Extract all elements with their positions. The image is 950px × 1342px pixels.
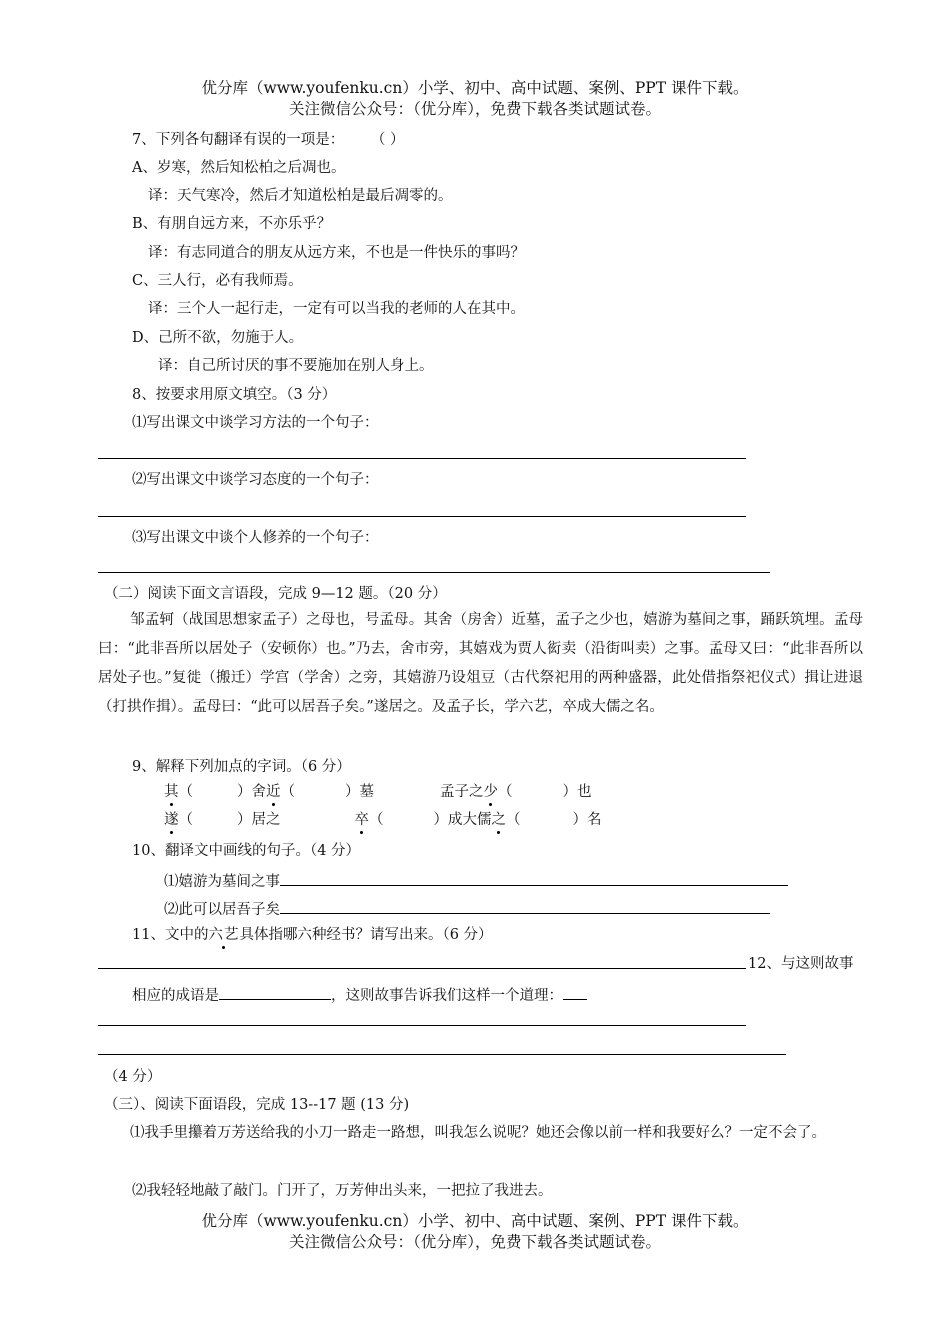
q9-word-zhi: 之 xyxy=(491,812,506,828)
q10-answer-2[interactable] xyxy=(280,897,770,914)
q9-text-3: 孟子之 xyxy=(440,784,484,800)
section3-paragraph-1 xyxy=(98,1119,863,1148)
q9-text-7: ）名 xyxy=(572,812,602,828)
q7-option-d: D、己所不欲，勿施于人。 xyxy=(132,330,304,346)
q9-word-qi: 其 xyxy=(164,784,179,800)
q9-word-jin: 近 xyxy=(266,784,281,800)
q7-stem-text: 7、下列各句翻译有误的一项是： xyxy=(132,132,345,148)
q7-option-d-translation: 译：自己所讨厌的事不要施加在别人身上。 xyxy=(158,358,434,374)
q9-text-2: ）墓 xyxy=(345,784,374,800)
q8-item-3: ⑶写出课文中谈个人修养的一个句子： xyxy=(132,530,379,546)
q9-stem: 9、解释下列加点的字词。（6 分） xyxy=(132,759,351,775)
q9-word-zu: 卒 xyxy=(354,812,369,828)
q9-text-5: ）居之 xyxy=(237,812,281,828)
q9-bracket-open-1: （ xyxy=(178,784,193,800)
q9-bracket-open-3: （ xyxy=(498,784,513,800)
q9-bracket-open-2: （ xyxy=(280,784,295,800)
q12-stem: 12、与这则故事 xyxy=(748,956,854,972)
q10-item-2-text: ⑵此可以居吾子矣 xyxy=(164,902,280,918)
q12-answer-line-1[interactable] xyxy=(98,1025,746,1026)
q12-line-2-pre: 相应的成语是 xyxy=(132,988,219,1004)
q12-idiom-answer[interactable] xyxy=(219,983,331,1000)
footer-line-1: 优分库（www.youfenku.cn）小学、初中、高中试题、案例、PPT 课件下载。 xyxy=(201,1212,749,1230)
section2-title: （二）阅读下面文言语段，完成 9—12 题。（20 分） xyxy=(104,586,447,602)
q12-line-2-post: ，这则故事告诉我们这样一个道理： xyxy=(331,988,563,1004)
q10-stem: 10、翻译文中画线的句子。（4 分） xyxy=(132,843,361,859)
q7-option-b-translation: 译：有志同道合的朋友从远方来，不也是一件快乐的事吗？ xyxy=(148,245,525,261)
q7-option-c: C、三人行，必有我师焉。 xyxy=(132,273,303,289)
q9-bracket-open-5: （ xyxy=(369,812,384,828)
header-line-2: 关注微信公众号：（优分库），免费下载各类试题试卷。 xyxy=(288,100,661,118)
section2-passage-text: 邹孟轲（战国思想家孟子）之母也，号孟母。其舍（房舍）近墓，孟子之少也，嬉游为墓间之事，踊跃筑埋。孟母曰：“此非吾所以居处子（安顿你）也。”乃去，舍市旁，其嬉戏为贾人衒卖（沿街叫卖）之事。孟母又曰：“此非吾所以居处子也。”复徙（搬迁）学宫（学舍）之旁，其嬉游乃设俎豆（古代祭祀用的两种盛器，此处借指祭祀仪式）揖让进退（打拱作揖）。孟母曰：“此可以居吾子矣。”遂居之。及孟子长，学六艺，卒成大儒之名。 xyxy=(98,612,863,715)
q9-row-2 xyxy=(164,810,602,830)
q12-score: （4 分） xyxy=(104,1069,162,1085)
section3-title: （三）、阅读下面语段，完成 13--17 题 (13 分) xyxy=(104,1097,410,1113)
q9-bracket-open-4: （ xyxy=(178,812,193,828)
q8-item-2: ⑵写出课文中谈学习态度的一个句子： xyxy=(132,472,379,488)
section3-paragraph-1-text: ⑴我手里攥着万芳送给我的小刀一路走一路想，叫我怎么说呢？她还会像以前一样和我要好么？一定不会了。 xyxy=(130,1125,826,1141)
q11-stem-post: 具体指哪六种经书？请写出来。（6 分） xyxy=(239,927,493,943)
q10-item-1-text: ⑴嬉游为墓间之事 xyxy=(164,874,280,890)
q11-stem-pre: 11、文中的 xyxy=(132,927,209,943)
q9-row-1 xyxy=(164,782,592,802)
header-line-1: 优分库（www.youfenku.cn）小学、初中、高中试题、案例、PPT 课件下载。 xyxy=(201,79,749,97)
q9-text-4: ）也 xyxy=(562,784,592,800)
footer-line-2: 关注微信公众号：（优分库），免费下载各类试题试卷。 xyxy=(288,1233,661,1251)
q8-answer-line-3[interactable] xyxy=(98,572,770,573)
q8-answer-line-2[interactable] xyxy=(98,516,746,517)
q12-answer-line-2[interactable] xyxy=(98,1054,786,1055)
q10-item-1 xyxy=(164,869,788,892)
q9-text-1: ）舍 xyxy=(237,784,266,800)
q10-answer-1[interactable] xyxy=(280,869,788,886)
q11-answer-line[interactable] xyxy=(98,968,746,969)
q9-word-shao: 少 xyxy=(483,784,498,800)
q9-bracket-open-6: （ xyxy=(506,812,521,828)
q7-option-b: B、有朋自远方来，不亦乐乎？ xyxy=(132,216,332,232)
section2-passage xyxy=(98,606,863,722)
q7-option-a-translation: 译：天气寒冷，然后才知道松柏是最后凋零的。 xyxy=(148,188,453,204)
q12-line-2 xyxy=(132,983,587,1006)
q11-keyword: 六艺 xyxy=(208,927,240,943)
q9-word-sui: 遂 xyxy=(164,812,179,828)
q8-stem: 8、按要求用原文填空。（3 分） xyxy=(132,387,337,403)
q8-answer-line-1[interactable] xyxy=(98,458,746,459)
section3-paragraph-2: ⑵我轻轻地敲了敲门。门开了，万芳伸出头来，一把拉了我进去。 xyxy=(132,1183,553,1199)
q11-stem xyxy=(132,925,493,945)
q7-answer-bracket[interactable]: （ ） xyxy=(370,132,405,148)
q10-item-2 xyxy=(164,897,770,920)
q7-stem xyxy=(132,130,404,150)
q7-option-a: A、岁寒，然后知松柏之后凋也。 xyxy=(132,160,346,176)
q8-item-1: ⑴写出课文中谈学习方法的一个句子： xyxy=(132,415,379,431)
q9-text-6: ）成大儒 xyxy=(433,812,492,828)
q12-lesson-answer-start[interactable] xyxy=(563,983,587,1000)
q7-option-c-translation: 译：三个人一起行走，一定有可以当我的老师的人在其中。 xyxy=(148,301,525,317)
